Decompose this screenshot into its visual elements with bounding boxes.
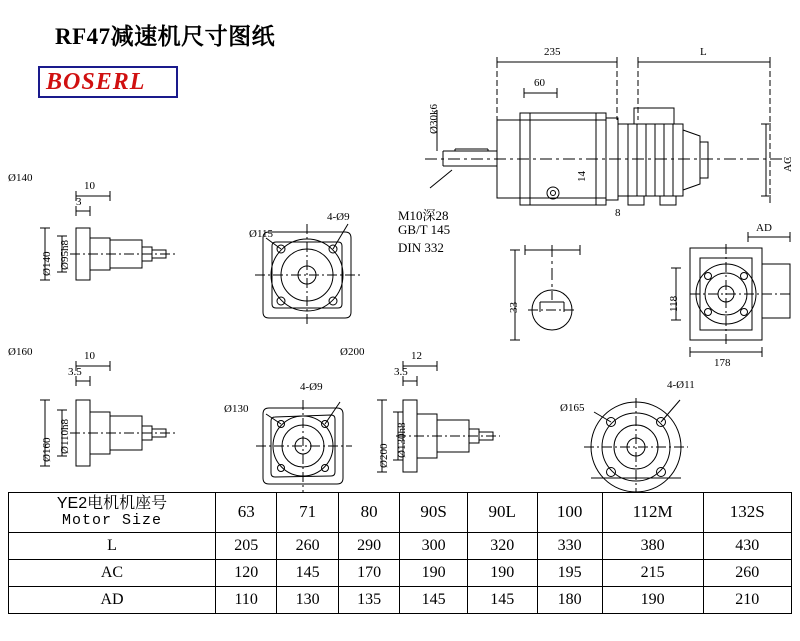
- AD-dim-label: AD: [756, 222, 772, 234]
- dim-3_5b-label: 3.5: [394, 366, 408, 378]
- L-7: 430: [703, 532, 791, 559]
- shaft-diameter-label: Ø30k6: [428, 104, 440, 134]
- d200-label: Ø200: [378, 443, 390, 468]
- bolt-4xd9-label-r1: 4-Ø9: [327, 211, 350, 223]
- dim-L-label: L: [700, 46, 707, 58]
- row-header-AC: AC: [9, 559, 216, 586]
- L-6: 380: [602, 532, 703, 559]
- AC-2: 170: [338, 559, 399, 586]
- AD-4: 145: [467, 586, 537, 613]
- d130h8-label: Ø130h8: [396, 422, 408, 458]
- AD-7: 210: [703, 586, 791, 613]
- d110h8-label: Ø110h8: [59, 418, 71, 454]
- motor-size-7: 132S: [703, 493, 791, 533]
- motor-size-4: 90L: [467, 493, 537, 533]
- flange-160-top-label: Ø160: [8, 346, 33, 358]
- AD-0: 110: [216, 586, 277, 613]
- motor-spec-table: [8, 492, 792, 614]
- dim-3_5-label-r2: 3.5: [68, 366, 82, 378]
- d160-label: Ø160: [41, 437, 53, 462]
- AD-5: 180: [537, 586, 602, 613]
- AC-6: 215: [602, 559, 703, 586]
- motor-size-6: 112M: [602, 493, 703, 533]
- AD-1: 130: [277, 586, 338, 613]
- motor-size-3: 90S: [400, 493, 468, 533]
- table-row: [9, 493, 792, 533]
- logo-text: BOSERL: [46, 69, 146, 95]
- L-0: 205: [216, 532, 277, 559]
- AD-2: 135: [338, 586, 399, 613]
- thread-note-line2: GB/T 145: [398, 222, 451, 237]
- d140-label: Ø140: [41, 251, 53, 276]
- motor-size-5: 100: [537, 493, 602, 533]
- dim-60-label: 60: [534, 77, 545, 89]
- L-5: 330: [537, 532, 602, 559]
- d95h8-label: Ø95h8: [59, 240, 71, 270]
- d165-label: Ø165: [560, 402, 585, 414]
- AC-3: 190: [400, 559, 468, 586]
- row-header-AD: AD: [9, 586, 216, 613]
- thread-note-line3: DIN 332: [398, 240, 444, 255]
- AD-6: 190: [602, 586, 703, 613]
- AC-7: 260: [703, 559, 791, 586]
- L-3: 300: [400, 532, 468, 559]
- AC-5: 195: [537, 559, 602, 586]
- AC-dim-label: AC: [782, 156, 794, 172]
- table-row: [9, 586, 792, 613]
- dim-118-label: 118: [668, 295, 680, 312]
- motor-size-2: 80: [338, 493, 399, 533]
- row-header-motor-size-en: Motor Size: [61, 511, 162, 529]
- dim-3-label-r1: 3: [76, 196, 82, 208]
- row-header-L: L: [9, 532, 216, 559]
- bolt-4xd11-label: 4-Ø11: [667, 379, 695, 391]
- motor-size-0: 63: [216, 493, 277, 533]
- d130-label: Ø130: [224, 403, 249, 415]
- motor-size-1: 71: [277, 493, 338, 533]
- dim-8-label: 8: [615, 207, 621, 219]
- key-14-label: 14: [576, 171, 588, 182]
- L-4: 320: [467, 532, 537, 559]
- bolt-4xd9-label-r2: 4-Ø9: [300, 381, 323, 393]
- row-header-motor-size: [9, 493, 216, 533]
- AD-3: 145: [400, 586, 468, 613]
- L-2: 290: [338, 532, 399, 559]
- row-header-motor-size-cn: YE2电机机座号: [56, 495, 168, 512]
- thread-note-line1: M10深28: [398, 208, 449, 223]
- table-row: [9, 532, 792, 559]
- AC-0: 120: [216, 559, 277, 586]
- AC-1: 145: [277, 559, 338, 586]
- flange-140-top-label: Ø140: [8, 172, 33, 184]
- dim-10-label-r1: 10: [84, 180, 95, 192]
- flange-200-top-label: Ø200: [340, 346, 365, 358]
- dim-10-label-r2: 10: [84, 350, 95, 362]
- page-title: RF47减速机尺寸图纸: [55, 24, 276, 49]
- dim-235-label: 235: [544, 46, 561, 58]
- dim-33-label: 33: [508, 302, 520, 313]
- d115-label: Ø115: [249, 228, 274, 240]
- AC-4: 190: [467, 559, 537, 586]
- dim-178-label: 178: [714, 357, 731, 369]
- L-1: 260: [277, 532, 338, 559]
- dim-12-label: 12: [411, 350, 422, 362]
- table-row: [9, 559, 792, 586]
